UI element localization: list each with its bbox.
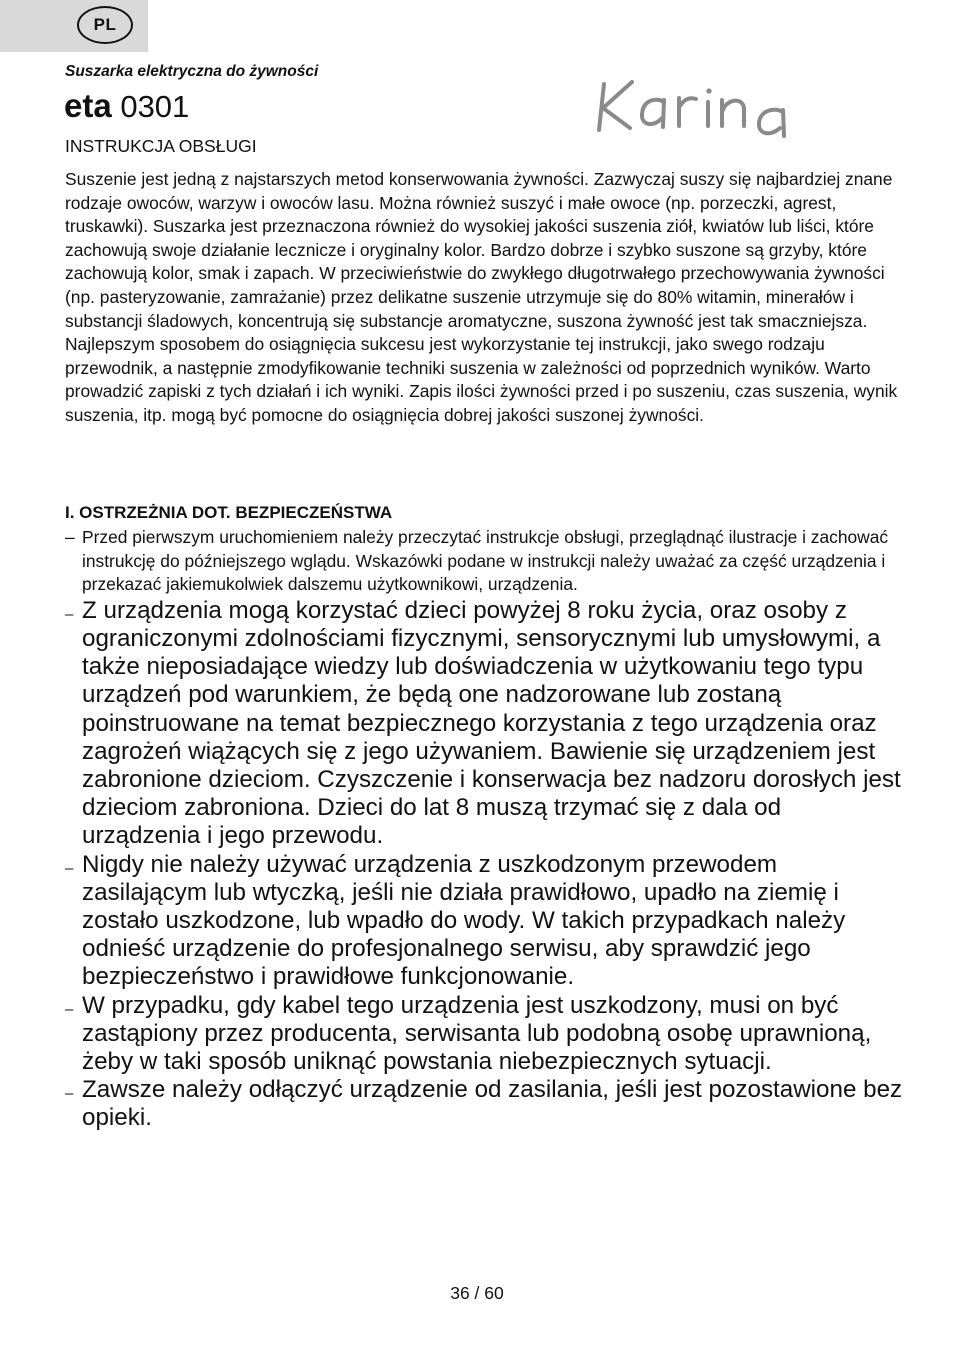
- model-heading: [64, 86, 189, 127]
- safety-item-text: Zawsze należy odłączyć urządzenie od zasilania, jeśli jest pozostawione bez opieki.: [82, 1076, 903, 1132]
- bullet-dash: –: [65, 859, 74, 877]
- list-item: [65, 526, 905, 597]
- bullet-dash: –: [65, 605, 74, 623]
- language-badge: PL: [77, 6, 133, 44]
- safety-item-text: Przed pierwszym uruchomieniem należy przeczytać instrukcje obsługi, przeglądnąć ilustracje i zachować instrukcję do późniejszego wglądu. Wskazówki podane w instrukcji należy uważać za część urządzenia i przekazać jakiemukolwiek dalszemu użytkownikowi, urządzenia.: [82, 527, 889, 595]
- safety-list: [65, 526, 905, 1133]
- intro-paragraph: Suszenie jest jedną z najstarszych metod konserwowania żywności. Zazwyczaj suszy się najbardziej znane rodzaje owoców, warzyw i owoców lasu. Można również suszyć i małe owoce (np. porzeczki, agrest, truskawki). Suszarka jest przeznaczona również do wysokiej jakości suszenia ziół, kwiatów lub liści, które zachowują swoje działanie lecznicze i oryginalny kolor. Bardzo dobrze i szybko suszone są grzyby, które zachowują kolor, smak i zapach. W przeciwieństwie do zwykłego długotrwałego przechowywania żywności (np. pasteryzowanie, zamrażanie) przez delikatne suszenie utrzymuje się do 80% witamin, minerałów i substancji śladowych, koncentrują się substancje aromatyczne, suszona żywność jest tak smaczniejsza. Najlepszym sposobem do osiągnięcia sukcesu jest wykorzystanie tej instrukcji, jako swego rodzaju przewodnik, a następnie zmodyfikowanie techniki suszenia w zależności od poprzednich wyników. Warto prowadzić zapiski z tych działań i ich wyniki. Zapis ilości żywności przed i po suszeniu, czas suszenia, wynik suszenia, itp. mogą być pomocne do osiągnięcia dobrej jakości suszonej żywności.: [65, 169, 898, 425]
- bullet-dash: –: [65, 527, 75, 547]
- language-tab: [0, 0, 148, 52]
- list-item: [65, 992, 905, 1077]
- model-number: 0301: [120, 89, 190, 124]
- safety-item-text: Z urządzenia mogą korzystać dzieci powyżej 8 roku życia, oraz osoby z ograniczonymi zdolnościami fizycznymi, sensorycznymi lub umysłowymi, a także nieposiadające wiedzy lub doświadczenia w użytkowaniu tego typu urządzeń pod warunkiem, że będą one nadzorowane lub zostaną poinstruowane na temat bezpiecznego korzystania z tego urządzenia oraz zagrożeń wiążących się z jego używaniem. Bawienie się urządzeniem jest zabronione dzieciom. Czyszczenie i konserwacja bez nadzoru dorosłych jest dzieciom zabroniona. Dzieci do lat 8 muszą trzymać się z dala od urządzenia i jego przewodu.: [82, 596, 901, 850]
- list-item: [65, 851, 905, 992]
- safety-heading: I. OSTRZEŻNIA DOT. BEZPIECZEŃSTWA: [65, 503, 393, 522]
- document-type: INSTRUKCJA OBSŁUGI: [65, 136, 257, 156]
- list-item: [65, 597, 905, 851]
- bullet-dash: –: [65, 1085, 74, 1103]
- safety-item-text: W przypadku, gdy kabel tego urządzenia jest uszkodzony, musi on być zastąpiony przez producenta, serwisanta lub podobną osobę uprawnioną, żeby w taki sposób uniknąć powstania niebezpiecznych sytuacji.: [82, 991, 872, 1076]
- safety-item-text: Nigdy nie należy używać urządzenia z uszkodzonym przewodem zasilającym lub wtyczką, jeśli nie działa prawidłowo, upadło na ziemię i zostało uszkodzone, lub wpadło do wody. W takich przypadkach należy odnieść urządzenie do profesjonalnego serwisu, aby sprawdzić jego bezpieczeństwo i prawidłowe funkcjonowanie.: [82, 850, 846, 991]
- bullet-dash: –: [65, 1000, 74, 1018]
- brand-name: eta: [64, 87, 112, 124]
- product-subtitle: Suszarka elektryczna do żywności: [65, 63, 319, 80]
- model-name-logo: [592, 66, 802, 144]
- list-item: [65, 1076, 905, 1132]
- page-number: 36 / 60: [450, 1283, 504, 1303]
